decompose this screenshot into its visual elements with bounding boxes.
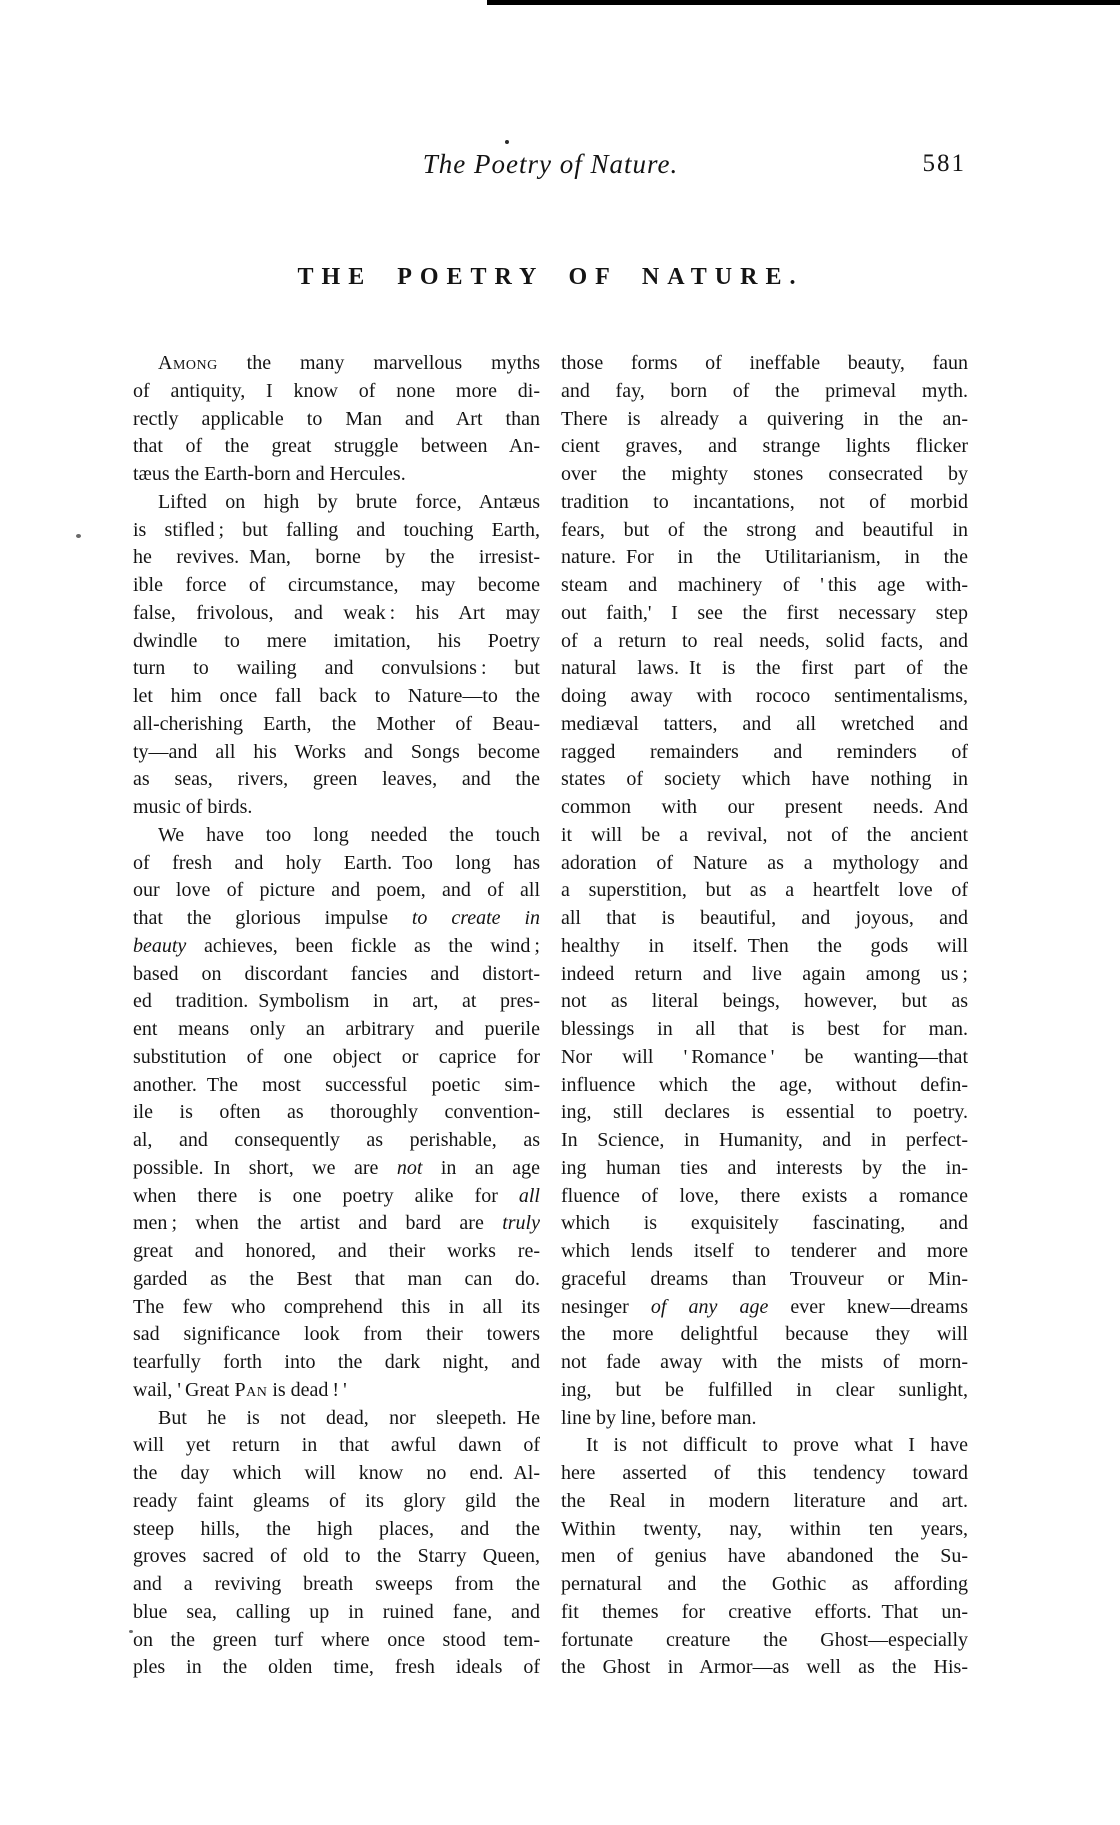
text-line: Lifted on high by brute force, Antæus bbox=[158, 490, 540, 513]
text-line: false, frivolous, and weak : his Art may bbox=[133, 601, 540, 624]
text-line: tradition to incantations, not of morbid bbox=[561, 490, 968, 513]
text-line: fortunate creature the Ghost—especially bbox=[561, 1628, 968, 1651]
text-line: influence which the age, without defin- bbox=[561, 1073, 968, 1096]
text-line: tearfully forth into the dark night, and bbox=[133, 1351, 540, 1373]
text-line: over the mighty stones consecrated by bbox=[561, 463, 968, 485]
text-line: the more delightful because they will bbox=[561, 1323, 968, 1346]
text-line: al, and consequently as perishable, as bbox=[133, 1129, 540, 1151]
column-right bbox=[561, 350, 968, 1682]
text-line: substitution of one object or caprice for bbox=[133, 1045, 540, 1068]
text-line: on the green turf where once stood tem- bbox=[133, 1628, 540, 1651]
text-line: wail, ' Great Pan is dead ! ' bbox=[133, 1378, 347, 1401]
scan-speck bbox=[76, 534, 81, 538]
text-line: and fay, born of the primeval myth. bbox=[561, 379, 968, 402]
text-line: when there is one poetry alike for all bbox=[133, 1184, 540, 1207]
text-line: groves sacred of old to the Starry Queen, bbox=[133, 1545, 540, 1568]
text-line: indeed return and live again among us ; bbox=[561, 962, 968, 985]
text-line: ples in the olden time, fresh ideals of bbox=[133, 1656, 540, 1679]
text-line: the Real in modern literature and art. bbox=[561, 1489, 968, 1512]
text-line: In Science, in Humanity, and in perfect- bbox=[561, 1129, 968, 1151]
text-line: line by line, before man. bbox=[561, 1406, 757, 1429]
text-line: a superstition, but as a heartfelt love of bbox=[561, 879, 968, 902]
text-line: garded as the Best that man can do. bbox=[133, 1267, 540, 1290]
text-line: But he is not dead, nor sleepeth. He bbox=[158, 1406, 540, 1429]
text-line: common with our present needs. And bbox=[561, 796, 968, 818]
text-line: the Ghost in Armor—as well as the His- bbox=[561, 1656, 968, 1679]
text-line: nature. For in the Utilitarianism, in the bbox=[561, 546, 968, 569]
text-line: not fade away with the mists of morn- bbox=[561, 1351, 968, 1373]
text-line: possible. In short, we are not in an age bbox=[133, 1156, 540, 1179]
article-title: THE POETRY OF NATURE. bbox=[297, 264, 804, 290]
page-number: 581 bbox=[922, 150, 966, 177]
text-line: out faith,' I see the first necessary step bbox=[561, 601, 968, 624]
text-line: fluence of love, there exists a romance bbox=[561, 1184, 968, 1207]
text-line: pernatural and the Gothic as affording bbox=[561, 1573, 968, 1595]
text-line: music of birds. bbox=[133, 796, 253, 818]
text-line: of antiquity, I know of none more di- bbox=[133, 379, 540, 402]
text-line: is stifled ; but falling and touching Earth, bbox=[133, 518, 540, 541]
text-line: ing, still declares is essential to poetry. bbox=[561, 1101, 968, 1124]
text-line: adoration of Nature as a mythology and bbox=[561, 851, 968, 874]
text-line: graceful dreams than Trouveur or Min- bbox=[561, 1267, 968, 1290]
text-line: ragged remainders and reminders of bbox=[561, 740, 968, 763]
column-left bbox=[133, 350, 540, 1682]
text-line: that the glorious impulse to create in bbox=[133, 907, 540, 929]
text-line: it will be a revival, not of the ancient bbox=[561, 823, 968, 846]
text-line: Nor will ' Romance ' be wanting—that bbox=[561, 1045, 968, 1068]
text-line: that of the great struggle between An- bbox=[133, 435, 540, 458]
text-line: Among the many marvellous myths bbox=[158, 352, 540, 374]
text-line: men ; when the artist and bard are truly bbox=[133, 1212, 540, 1235]
text-line: states of society which have nothing in bbox=[561, 768, 968, 791]
text-line: as seas, rivers, green leaves, and the bbox=[133, 768, 540, 791]
text-line: here asserted of this tendency toward bbox=[561, 1462, 968, 1484]
text-line: fears, but of the strong and beautiful in bbox=[561, 518, 968, 541]
text-line: nesinger of any age ever knew—dreams bbox=[561, 1295, 968, 1318]
text-line: The few who comprehend this in all its bbox=[133, 1295, 540, 1318]
text-line: great and honored, and their works re- bbox=[133, 1240, 540, 1262]
text-line: which lends itself to tenderer and more bbox=[561, 1240, 968, 1262]
text-line: ile is often as thoroughly convention- bbox=[133, 1101, 540, 1124]
text-columns bbox=[133, 350, 968, 1682]
text-line: ed tradition. Symbolism in art, at pres- bbox=[133, 990, 540, 1013]
text-line: cient graves, and strange lights flicker bbox=[561, 435, 968, 458]
text-line: steep hills, the high places, and the bbox=[133, 1517, 540, 1540]
text-line: natural laws. It is the first part of the bbox=[561, 657, 968, 680]
text-line: It is not difficult to prove what I have bbox=[586, 1434, 968, 1457]
text-line: of a return to real needs, solid facts, and bbox=[561, 629, 968, 652]
text-line: beauty achieves, been fickle as the wind ; bbox=[133, 934, 540, 957]
text-line: another. The most successful poetic sim- bbox=[133, 1073, 540, 1096]
text-line: those forms of ineffable beauty, faun bbox=[561, 352, 968, 374]
text-line: blessings in all that is best for man. bbox=[561, 1018, 968, 1040]
text-line: all-cherishing Earth, the Mother of Beau- bbox=[133, 712, 540, 735]
text-line: not as literal beings, however, but as bbox=[561, 990, 968, 1013]
text-line: he revives. Man, borne by the irresist- bbox=[133, 546, 540, 569]
text-line: fit themes for creative efforts. That un- bbox=[561, 1600, 968, 1623]
text-line: doing away with rococo sentimentalisms, bbox=[561, 685, 968, 707]
text-line: ty—and all his Works and Songs become bbox=[133, 740, 540, 763]
running-header bbox=[133, 149, 968, 191]
text-line: the day which will know no end. Al- bbox=[133, 1462, 540, 1484]
text-line: which is exquisitely fascinating, and bbox=[561, 1212, 968, 1235]
text-line: mediæval tatters, and all wretched and bbox=[561, 712, 968, 735]
text-line: blue sea, calling up in ruined fane, and bbox=[133, 1600, 540, 1623]
text-line: ent means only an arbitrary and puerile bbox=[133, 1018, 540, 1040]
text-line: turn to wailing and convulsions : but bbox=[133, 657, 540, 680]
text-line: ible force of circumstance, may become bbox=[133, 574, 540, 596]
text-line: rectly applicable to Man and Art than bbox=[133, 407, 540, 430]
text-line: of fresh and holy Earth. Too long has bbox=[133, 851, 540, 874]
text-line: will yet return in that awful dawn of bbox=[133, 1434, 540, 1457]
text-line: Within twenty, nay, within ten years, bbox=[561, 1517, 968, 1540]
text-line: tæus the Earth-born and Hercules. bbox=[133, 463, 406, 485]
text-line: ready faint gleams of its glory gild the bbox=[133, 1489, 540, 1512]
text-line: men of genius have abandoned the Su- bbox=[561, 1545, 968, 1568]
text-line: steam and machinery of ' this age with- bbox=[561, 574, 968, 596]
text-line: ing human ties and interests by the in- bbox=[561, 1156, 968, 1179]
scan-speck bbox=[505, 140, 509, 144]
text-line: and a reviving breath sweeps from the bbox=[133, 1573, 540, 1595]
scan-artifact-top-edge bbox=[487, 0, 1120, 5]
text-line: based on discordant fancies and distort- bbox=[133, 962, 540, 985]
text-line: healthy in itself. Then the gods will bbox=[561, 934, 968, 957]
text-line: dwindle to mere imitation, his Poetry bbox=[133, 629, 540, 652]
text-line: our love of picture and poem, and of all bbox=[133, 879, 540, 902]
text-line: let him once fall back to Nature—to the bbox=[133, 685, 540, 707]
running-header-title: The Poetry of Nature. bbox=[422, 149, 679, 179]
text-line: all that is beautiful, and joyous, and bbox=[561, 907, 968, 929]
text-line: sad significance look from their towers bbox=[133, 1323, 540, 1346]
text-line: There is already a quivering in the an- bbox=[561, 407, 968, 430]
text-line: We have too long needed the touch bbox=[158, 823, 540, 846]
text-line: ing, but be fulfilled in clear sunlight, bbox=[561, 1378, 968, 1401]
